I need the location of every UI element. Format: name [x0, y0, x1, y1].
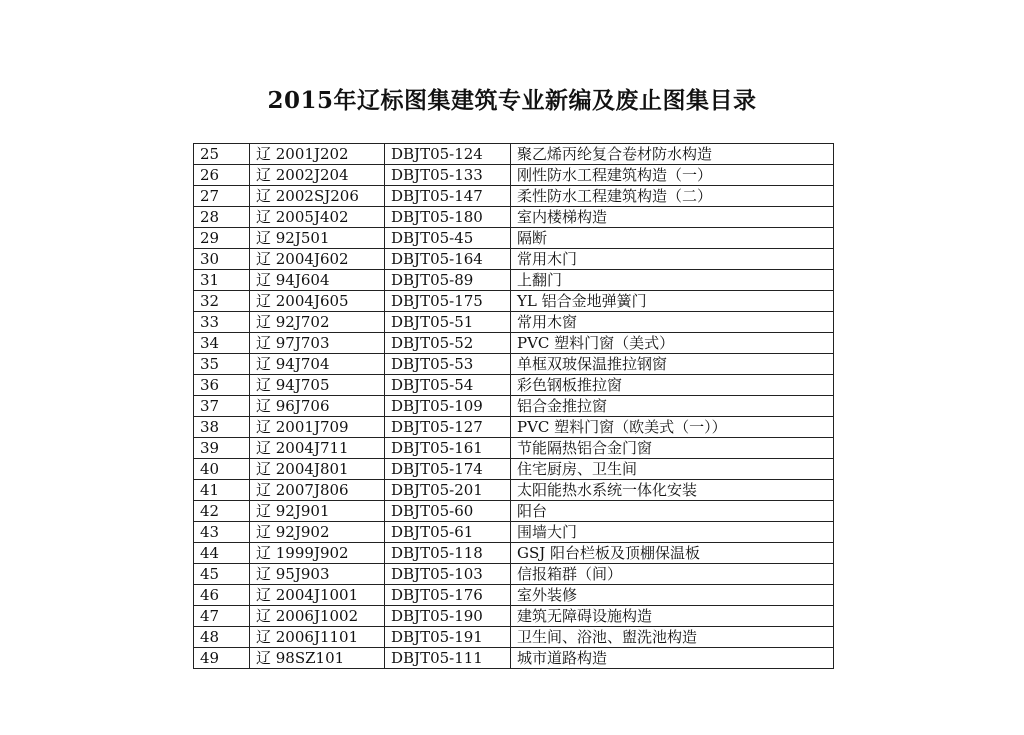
table-row	[194, 627, 834, 648]
cell-atlas-code: 辽 2004J801	[250, 459, 385, 480]
cell-atlas-name: 围墙大门	[511, 522, 834, 543]
cell-atlas-code: 辽 92J901	[250, 501, 385, 522]
cell-standard-number: DBJT05-201	[385, 480, 511, 501]
table-row	[194, 312, 834, 333]
table-row	[194, 375, 834, 396]
table-row	[194, 543, 834, 564]
cell-number: 41	[194, 480, 250, 501]
cell-standard-number: DBJT05-180	[385, 207, 511, 228]
cell-number: 35	[194, 354, 250, 375]
cell-standard-number: DBJT05-53	[385, 354, 511, 375]
table-row	[194, 459, 834, 480]
cell-standard-number: DBJT05-52	[385, 333, 511, 354]
cell-atlas-code: 辽 2001J202	[250, 144, 385, 165]
cell-standard-number: DBJT05-103	[385, 564, 511, 585]
table-row	[194, 564, 834, 585]
table-row	[194, 165, 834, 186]
cell-standard-number: DBJT05-161	[385, 438, 511, 459]
cell-atlas-name: 常用木门	[511, 249, 834, 270]
table-row	[194, 396, 834, 417]
cell-standard-number: DBJT05-111	[385, 648, 511, 669]
cell-standard-number: DBJT05-176	[385, 585, 511, 606]
table-row	[194, 249, 834, 270]
cell-atlas-name: 常用木窗	[511, 312, 834, 333]
cell-atlas-code: 辽 2004J605	[250, 291, 385, 312]
cell-number: 48	[194, 627, 250, 648]
cell-number: 47	[194, 606, 250, 627]
table-row	[194, 228, 834, 249]
cell-number: 32	[194, 291, 250, 312]
cell-atlas-code: 辽 98SZ101	[250, 648, 385, 669]
cell-atlas-code: 辽 92J702	[250, 312, 385, 333]
cell-number: 39	[194, 438, 250, 459]
cell-number: 46	[194, 585, 250, 606]
cell-atlas-code: 辽 2005J402	[250, 207, 385, 228]
cell-standard-number: DBJT05-174	[385, 459, 511, 480]
cell-number: 25	[194, 144, 250, 165]
table-row	[194, 501, 834, 522]
cell-atlas-name: 太阳能热水系统一体化安装	[511, 480, 834, 501]
cell-atlas-code: 辽 2004J711	[250, 438, 385, 459]
cell-atlas-name: 城市道路构造	[511, 648, 834, 669]
table-row	[194, 417, 834, 438]
cell-atlas-name: 柔性防水工程建筑构造（二）	[511, 186, 834, 207]
table-row	[194, 585, 834, 606]
cell-standard-number: DBJT05-109	[385, 396, 511, 417]
table-row	[194, 648, 834, 669]
cell-standard-number: DBJT05-127	[385, 417, 511, 438]
table-row	[194, 522, 834, 543]
table-row	[194, 144, 834, 165]
cell-number: 37	[194, 396, 250, 417]
table-row	[194, 207, 834, 228]
cell-atlas-name: YL 铝合金地弹簧门	[511, 291, 834, 312]
cell-atlas-name: 彩色钢板推拉窗	[511, 375, 834, 396]
table-row	[194, 333, 834, 354]
cell-atlas-code: 辽 2006J1002	[250, 606, 385, 627]
table-row	[194, 186, 834, 207]
table-row	[194, 354, 834, 375]
cell-atlas-code: 辽 95J903	[250, 564, 385, 585]
cell-standard-number: DBJT05-60	[385, 501, 511, 522]
cell-atlas-name: 上翻门	[511, 270, 834, 291]
cell-atlas-name: 隔断	[511, 228, 834, 249]
cell-atlas-code: 辽 97J703	[250, 333, 385, 354]
cell-standard-number: DBJT05-191	[385, 627, 511, 648]
cell-standard-number: DBJT05-89	[385, 270, 511, 291]
cell-standard-number: DBJT05-190	[385, 606, 511, 627]
table-row	[194, 270, 834, 291]
cell-atlas-name: 铝合金推拉窗	[511, 396, 834, 417]
cell-atlas-code: 辽 1999J902	[250, 543, 385, 564]
cell-number: 38	[194, 417, 250, 438]
cell-atlas-code: 辽 2006J1101	[250, 627, 385, 648]
cell-standard-number: DBJT05-124	[385, 144, 511, 165]
cell-atlas-code: 辽 2001J709	[250, 417, 385, 438]
cell-number: 26	[194, 165, 250, 186]
cell-atlas-name: PVC 塑料门窗（美式）	[511, 333, 834, 354]
cell-number: 36	[194, 375, 250, 396]
cell-number: 43	[194, 522, 250, 543]
cell-number: 49	[194, 648, 250, 669]
cell-number: 28	[194, 207, 250, 228]
cell-number: 45	[194, 564, 250, 585]
cell-atlas-name: 节能隔热铝合金门窗	[511, 438, 834, 459]
cell-standard-number: DBJT05-133	[385, 165, 511, 186]
cell-atlas-name: 室内楼梯构造	[511, 207, 834, 228]
table-row	[194, 291, 834, 312]
cell-atlas-name: GSJ 阳台栏板及顶棚保温板	[511, 543, 834, 564]
cell-atlas-code: 辽 96J706	[250, 396, 385, 417]
cell-atlas-name: 卫生间、浴池、盥洗池构造	[511, 627, 834, 648]
cell-standard-number: DBJT05-54	[385, 375, 511, 396]
cell-atlas-name: 单框双玻保温推拉钢窗	[511, 354, 834, 375]
cell-standard-number: DBJT05-118	[385, 543, 511, 564]
cell-number: 42	[194, 501, 250, 522]
cell-atlas-name: 建筑无障碍设施构造	[511, 606, 834, 627]
cell-atlas-code: 辽 2007J806	[250, 480, 385, 501]
catalog-table-body	[194, 144, 834, 669]
cell-atlas-code: 辽 2004J1001	[250, 585, 385, 606]
cell-number: 31	[194, 270, 250, 291]
cell-atlas-code: 辽 2002J204	[250, 165, 385, 186]
cell-atlas-code: 辽 2004J602	[250, 249, 385, 270]
table-row	[194, 480, 834, 501]
cell-standard-number: DBJT05-51	[385, 312, 511, 333]
cell-number: 33	[194, 312, 250, 333]
cell-atlas-code: 辽 2002SJ206	[250, 186, 385, 207]
table-row	[194, 438, 834, 459]
cell-atlas-code: 辽 94J704	[250, 354, 385, 375]
table-row	[194, 606, 834, 627]
cell-atlas-name: 刚性防水工程建筑构造（一）	[511, 165, 834, 186]
cell-number: 44	[194, 543, 250, 564]
cell-standard-number: DBJT05-45	[385, 228, 511, 249]
cell-atlas-code: 辽 94J705	[250, 375, 385, 396]
cell-atlas-name: PVC 塑料门窗（欧美式（一））	[511, 417, 834, 438]
cell-atlas-name: 阳台	[511, 501, 834, 522]
cell-atlas-code: 辽 92J902	[250, 522, 385, 543]
cell-number: 34	[194, 333, 250, 354]
cell-number: 27	[194, 186, 250, 207]
cell-standard-number: DBJT05-61	[385, 522, 511, 543]
cell-standard-number: DBJT05-175	[385, 291, 511, 312]
cell-standard-number: DBJT05-147	[385, 186, 511, 207]
cell-atlas-name: 室外装修	[511, 585, 834, 606]
page-title: 2015年辽标图集建筑专业新编及废止图集目录	[267, 87, 757, 114]
cell-number: 40	[194, 459, 250, 480]
catalog-table	[193, 143, 834, 669]
cell-atlas-code: 辽 94J604	[250, 270, 385, 291]
cell-number: 30	[194, 249, 250, 270]
cell-atlas-name: 信报箱群（间）	[511, 564, 834, 585]
cell-atlas-name: 住宅厨房、卫生间	[511, 459, 834, 480]
cell-number: 29	[194, 228, 250, 249]
cell-atlas-name: 聚乙烯丙纶复合卷材防水构造	[511, 144, 834, 165]
cell-standard-number: DBJT05-164	[385, 249, 511, 270]
cell-atlas-code: 辽 92J501	[250, 228, 385, 249]
